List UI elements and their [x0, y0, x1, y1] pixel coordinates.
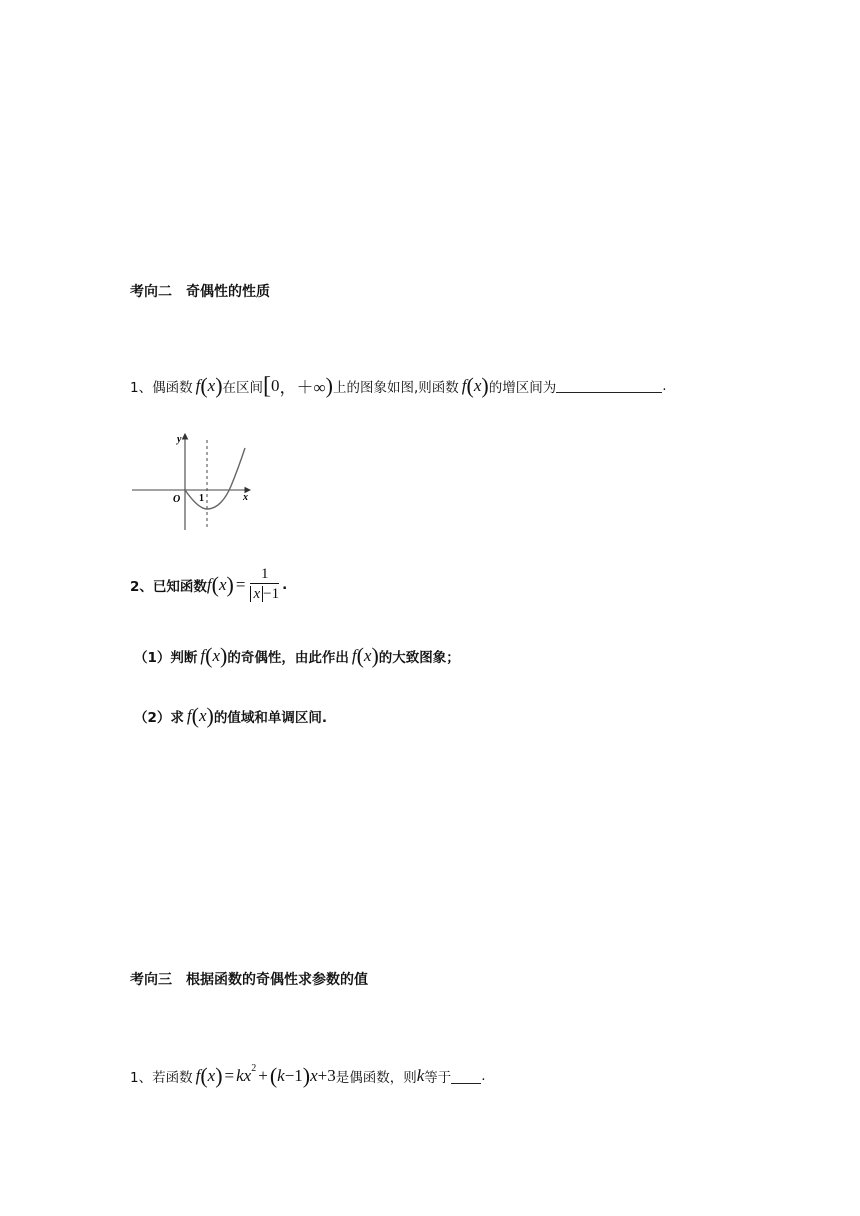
answer-blank[interactable]: [556, 378, 662, 393]
question-2-2-part-2: （2） 求 f ( x ) 的值域和单调区间.: [134, 703, 327, 728]
func-f: f: [195, 375, 201, 395]
tick-label: 1: [199, 493, 204, 504]
numerator: 1: [261, 566, 269, 582]
question-3-1: 1、 若函数 f ( x ) = kx 2 + ( k −1 ) x +3 是偶函数，则 k 等于 .: [130, 1062, 486, 1088]
question-text: 已知函数: [152, 578, 207, 595]
section-3-title: 考向三 根据函数的奇偶性求参数的值: [130, 972, 368, 988]
question-text: 偶函数: [152, 379, 193, 396]
question-2-1: 1、 偶函数 f ( x ) 在区间 [ 0 ， ＋∞ ) 上的图象如图,则函数 f ( x ) 的增区间为 .: [130, 372, 667, 399]
question-text: 上的图象如图,则函数: [332, 379, 459, 396]
question-number: 1、: [130, 379, 153, 396]
question-2-2-part-1: （1） 判断 f ( x ) 的奇偶性，由此作出 f ( x ) 的大致图象；: [134, 643, 460, 668]
function-graph: [130, 428, 255, 532]
question-number: 2、: [130, 578, 153, 595]
question-number: 1、: [130, 1070, 153, 1086]
question-text: 在区间: [222, 379, 264, 396]
y-axis-label: y: [177, 434, 182, 445]
answer-blank[interactable]: [451, 1069, 481, 1084]
question-text: 的增区间为: [488, 379, 557, 396]
curve: [185, 448, 245, 509]
denominator: x −1: [250, 584, 279, 604]
origin-label: O: [173, 494, 181, 505]
fraction: [250, 565, 279, 604]
section-2-title: 考向二 奇偶性的性质: [130, 284, 270, 300]
x-axis-label: x: [243, 492, 248, 503]
question-2-2: 2、 已知函数 f ( x ) = 1 x −1 .: [130, 566, 288, 602]
